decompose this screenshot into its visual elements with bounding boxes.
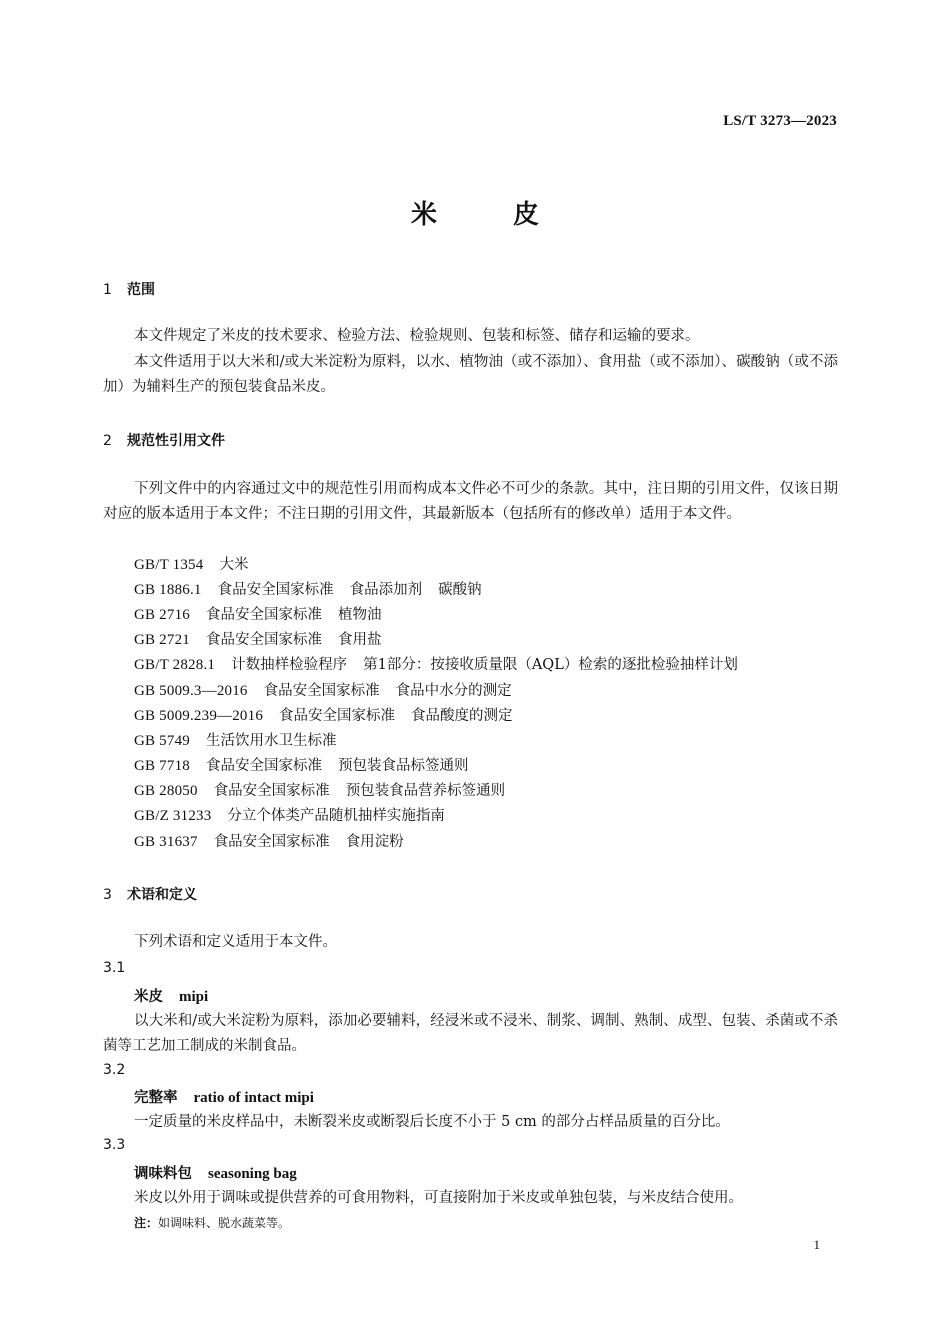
reference-item: [134, 754, 469, 779]
term-definition: 以大米和/或大米淀粉为原料，添加必要辅料，经浸米或不浸米、制浆、调制、熟制、成型、包装、杀菌或不杀菌等工艺加工制成的米制食品。: [103, 1013, 838, 1054]
section-heading-text: 规范性引用文件: [127, 433, 225, 449]
reference-subtitle: 食品中水分的测定: [395, 683, 512, 699]
term-zh: 米皮: [134, 989, 163, 1005]
term-number: 3.2: [103, 1062, 126, 1078]
section-2-heading: [103, 430, 225, 450]
term-definition: 米皮以外用于调味或提供营养的可食用物料，可直接附加于米皮或单独包装，与米皮结合使用。: [134, 1190, 743, 1206]
reference-subtitle: 预包装食品标签通则: [338, 758, 469, 774]
section-2-intro: 下列文件中的内容通过文中的规范性引用而构成本文件必不可少的条款。其中，注日期的引用文件，仅该日期对应的版本适用于本文件；不注日期的引用文件，其最新版本（包括所有的修改单）适用于本文件。: [103, 481, 838, 522]
reference-code: GB/T 1354: [134, 557, 204, 573]
reference-code: GB 1886.1: [134, 582, 202, 598]
section-number: 2: [103, 433, 112, 449]
reference-title: 食品安全国家标准: [206, 758, 322, 774]
term-heading: [134, 985, 208, 1006]
term-heading: [134, 1162, 297, 1183]
term-en: mipi: [179, 989, 209, 1005]
reference-code: GB 7718: [134, 758, 190, 774]
reference-subtitle: 食品添加剂: [349, 582, 423, 598]
reference-subtitle: 食用盐: [338, 632, 382, 648]
section-1-heading: [103, 279, 155, 299]
term-en: ratio of intact mipi: [193, 1090, 314, 1106]
reference-item: [134, 779, 505, 804]
reference-code: GB 5749: [134, 733, 190, 749]
reference-subtitle: 食用淀粉: [345, 834, 404, 850]
reference-title: 食品安全国家标准: [263, 683, 380, 699]
title-char-2: 皮: [513, 200, 540, 230]
reference-code: GB 2721: [134, 632, 190, 648]
reference-item: [134, 628, 382, 653]
section-heading-text: 范围: [127, 282, 155, 298]
reference-item: [134, 804, 445, 829]
reference-code: GB 2716: [134, 607, 190, 623]
title-char-1: 米: [410, 200, 437, 230]
reference-title: 食品安全国家标准: [279, 708, 396, 724]
reference-subtitle: 第1部分：按接收质量限（AQL）检索的逐批检验抽样计划: [363, 657, 738, 673]
standard-code: LS/T 3273—2023: [723, 113, 837, 129]
reference-subtitle: 植物油: [338, 607, 382, 623]
reference-item: [134, 578, 482, 603]
term-definition: 一定质量的米皮样品中，未断裂米皮或断裂后长度不小于 5 cm 的部分占样品质量的百分比。: [134, 1114, 730, 1130]
reference-code: GB 31637: [134, 834, 198, 850]
reference-item: [134, 553, 248, 578]
reference-title: 食品安全国家标准: [217, 582, 334, 598]
term-heading: [134, 1086, 314, 1107]
reference-code: GB/Z 31233: [134, 808, 212, 824]
reference-title: 食品安全国家标准: [213, 783, 330, 799]
reference-title: 计数抽样检验程序: [231, 657, 348, 673]
reference-title: 食品安全国家标准: [213, 834, 330, 850]
reference-subtitle: 食品酸度的测定: [411, 708, 513, 724]
section-number: 3: [103, 887, 112, 903]
reference-code: GB 5009.239—2016: [134, 708, 264, 724]
section-1-para-1: 本文件规定了米皮的技术要求、检验方法、检验规则、包装和标签、储存和运输的要求。: [134, 328, 700, 344]
reference-item: [134, 653, 738, 678]
reference-item: [134, 679, 512, 704]
reference-item: [134, 603, 382, 628]
section-heading-text: 术语和定义: [127, 887, 197, 903]
reference-title: 食品安全国家标准: [206, 607, 322, 623]
reference-item: [134, 729, 337, 754]
reference-code: GB/T 2828.1: [134, 657, 216, 673]
reference-title: 大米: [219, 557, 249, 573]
term-note: [134, 1214, 290, 1231]
reference-title: 食品安全国家标准: [206, 632, 322, 648]
reference-code: GB 28050: [134, 783, 198, 799]
page-number: 1: [813, 1237, 820, 1252]
term-number: 3.1: [103, 960, 126, 976]
reference-subtitle-2: 碳酸钠: [438, 582, 482, 598]
document-title: [0, 194, 950, 231]
term-zh: 调味料包: [134, 1166, 192, 1182]
term-en: seasoning bag: [208, 1166, 297, 1182]
reference-item: [134, 830, 404, 855]
reference-title: 生活饮用水卫生标准: [206, 733, 337, 749]
note-label: 注：: [134, 1216, 159, 1230]
term-number: 3.3: [103, 1137, 126, 1153]
section-3-intro: 下列术语和定义适用于本文件。: [134, 934, 337, 950]
note-text: 如调味料、脱水蔬菜等。: [158, 1216, 291, 1230]
reference-code: GB 5009.3—2016: [134, 683, 248, 699]
term-zh: 完整率: [134, 1090, 178, 1106]
section-number: 1: [103, 282, 112, 298]
reference-subtitle: 预包装食品营养标签通则: [345, 783, 506, 799]
section-3-heading: [103, 884, 197, 904]
section-1-para-2: 本文件适用于以大米和/或大米淀粉为原料，以水、植物油（或不添加）、食用盐（或不添加）、碳酸钠（或不添加）为辅料生产的预包装食品米皮。: [103, 354, 838, 395]
reference-title: 分立个体类产品随机抽样实施指南: [227, 808, 445, 824]
reference-item: [134, 704, 513, 729]
